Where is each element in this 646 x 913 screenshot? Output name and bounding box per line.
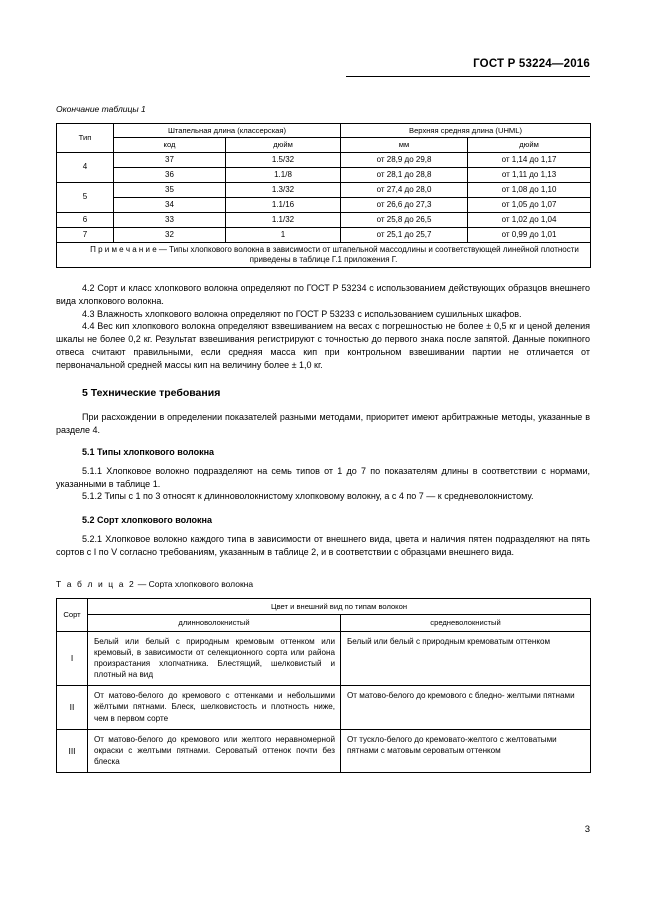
section-5-heading: 5 Технические требования xyxy=(82,387,221,400)
table1-cell-inch: 1.3/32 xyxy=(226,182,341,197)
table1-caption: Окончание таблицы 1 xyxy=(56,104,146,114)
table1-cell-mm: от 28,1 до 28,8 xyxy=(341,167,468,182)
table1-cell-inch: 1 xyxy=(226,227,341,242)
table1-header-row-2 xyxy=(57,138,591,152)
table2-cell-long: От матово-белого до кремового или желтого неравномерной окраски с желтыми пятнами. Сероватый оттенок почти без блеска xyxy=(88,729,341,772)
table1-cell-inch: 1.1/16 xyxy=(226,197,341,212)
table1-colgroup-staple: Штапельная длина (классерская) xyxy=(114,124,341,138)
table1-note xyxy=(57,242,591,267)
table2-cell-grade: I xyxy=(57,631,88,686)
table1-header-row-1 xyxy=(57,124,591,138)
table2-body xyxy=(57,631,591,773)
table1-cell-mm: от 26,6 до 27,3 xyxy=(341,197,468,212)
table1-note-text: — Типы хлопкового волокна в зависимости от штапельной массодлины и соответствующей линейной плотности приведены в таблице Г.1 приложения Г. xyxy=(156,244,579,264)
table-row xyxy=(57,167,591,182)
spacer xyxy=(56,525,590,533)
spacer xyxy=(56,399,590,411)
table2-cell-long: От матово-белого до кремового с оттенками и небольшими жёлтыми пятнами. Блеск, шелковистость и плотность ниже, чем в первом сорте xyxy=(88,686,341,729)
clause-5-2-1: 5.2.1 Хлопковое волокно каждого типа в зависимости от внешнего вида, цвета и наличия пятен подразделяют на пять сортов с I по V согласно требованиям, указанным в таблице 2, и в соответствии с образцами внешнего вида. xyxy=(56,534,590,557)
table-row xyxy=(57,197,591,212)
table2-cell-grade: III xyxy=(57,729,88,772)
table1-cell-uhml-inch: от 1,02 до 1,04 xyxy=(468,212,591,227)
clause-4-4: 4.4 Вес кип хлопкового волокна определяют взвешиванием на весах с погрешностью не более ± 0,5 кг и ценой деления шкалы не более 0,2 кг. Результат взвешивания регистрируют с точностью до первого знака после запятой. Данные покипного отвеса считают правильными, если средняя масса кип при контрольном взвешивании партии не отличается от первоначальной средней массы кип на величину более ± 1,0 кг. xyxy=(56,321,590,370)
table1-col-uhml-inch: дюйм xyxy=(468,138,591,152)
table1-cell-mm: от 28,9 до 29,8 xyxy=(341,152,468,167)
spacer xyxy=(56,437,590,447)
table2-header-row-1 xyxy=(57,598,591,614)
table1-cell-inch: 1.1/8 xyxy=(226,167,341,182)
table1-cell-uhml-inch: от 1,05 до 1,07 xyxy=(468,197,591,212)
table1-cell-type: 7 xyxy=(57,227,114,242)
table1-cell-uhml-inch: от 1,14 до 1,17 xyxy=(468,152,591,167)
table1-cell-code: 34 xyxy=(114,197,226,212)
clause-4-2: 4.2 Сорт и класс хлопкового волокна определяют по ГОСТ Р 53234 с использованием действующих образцов внешнего вида хлопкового волокна. xyxy=(56,282,590,306)
table2-caption xyxy=(56,579,590,589)
table1-cell-type: 5 xyxy=(57,182,114,212)
table2-cell-medium: От матово-белого до кремового с бледно- желтыми пятнами xyxy=(341,686,591,729)
table2-header-row-2 xyxy=(57,615,591,631)
table2-cell-long: Белый или белый с природным кремовым оттенком или кремовый, в зависимости от селекционного сорта или района произрастания хлопчатника. Блестящий, шелковистый и плотный на вид xyxy=(88,631,341,686)
table2-cell-medium: От тускло-белого до кремовато-желтого с желтоватыми пятнами с матовым сероватым оттенком xyxy=(341,729,591,772)
table1-cell-code: 33 xyxy=(114,212,226,227)
table1-cell-type: 6 xyxy=(57,212,114,227)
page-number: 3 xyxy=(584,824,590,835)
table-row xyxy=(57,686,591,729)
table-row xyxy=(57,729,591,772)
table1-cell-inch: 1.1/32 xyxy=(226,212,341,227)
table-row xyxy=(57,182,591,197)
table1-col-staple-code: код xyxy=(114,138,226,152)
table2-cell-grade: II xyxy=(57,686,88,729)
table1-cell-code: 32 xyxy=(114,227,226,242)
table2-col-medium-staple: средневолокнистый xyxy=(341,615,591,631)
section-5-intro: При расхождении в определении показателей разными методами, приоритет имеют арбитражные методы, указанные в разделе 4. xyxy=(56,412,590,436)
standard-number-header: ГОСТ Р 53224—2016 xyxy=(473,58,590,70)
table-row xyxy=(57,631,591,686)
table2-colgroup-appearance: Цвет и внешний вид по типам волокон xyxy=(88,598,591,614)
table1-body xyxy=(57,152,591,267)
table1-note-label: П р и м е ч а н и е xyxy=(90,244,157,254)
clause-5-1-2: 5.1.2 Типы с 1 по 3 относят к длинноволокнистому хлопковому волокну, а с 4 по 7 — к средневолокнистому. xyxy=(82,491,534,502)
table2-col-grade: Сорт xyxy=(57,598,88,631)
table1-col-staple-inch: дюйм xyxy=(226,138,341,152)
section-5-1-heading: 5.1 Типы хлопкового волокна xyxy=(82,446,215,457)
table1-col-type: Тип xyxy=(57,124,114,153)
spacer xyxy=(56,268,590,282)
table1-col-uhml-mm: мм xyxy=(341,138,468,152)
table-fiber-types xyxy=(56,123,591,268)
table1-cell-uhml-inch: от 1,11 до 1,13 xyxy=(468,167,591,182)
table-row xyxy=(57,212,591,227)
spacer xyxy=(56,559,590,579)
table1-cell-mm: от 25,8 до 26,5 xyxy=(341,212,468,227)
table1-cell-type: 4 xyxy=(57,152,114,182)
table2-col-long-staple: длинноволокнистый xyxy=(88,615,341,631)
table2-caption-text: — Сорта хлопкового волокна xyxy=(135,578,254,589)
table1-cell-uhml-inch: от 1,08 до 1,10 xyxy=(468,182,591,197)
spacer xyxy=(56,503,590,515)
spacer xyxy=(56,371,590,387)
table1-cell-code: 36 xyxy=(114,167,226,182)
page-content xyxy=(56,104,590,773)
table-fiber-grades xyxy=(56,598,591,774)
table2-cell-medium: Белый или белый с природным кремоватым оттенком xyxy=(341,631,591,686)
table2-caption-label: Т а б л и ц а 2 xyxy=(56,578,136,589)
table1-cell-code: 35 xyxy=(114,182,226,197)
clause-4-3: 4.3 Влажность хлопкового волокна определяют по ГОСТ Р 53233 с использованием сушильных шкафов. xyxy=(82,308,522,319)
table1-colgroup-uhml: Верхняя средняя длина (UHML) xyxy=(341,124,591,138)
table1-cell-mm: от 27,4 до 28,0 xyxy=(341,182,468,197)
table1-note-row xyxy=(57,242,591,267)
table1-cell-uhml-inch: от 0,99 до 1,01 xyxy=(468,227,591,242)
table1-cell-inch: 1.5/32 xyxy=(226,152,341,167)
header-rule xyxy=(346,76,590,77)
table-row xyxy=(57,227,591,242)
spacer xyxy=(56,457,590,465)
table-row xyxy=(57,152,591,167)
table1-cell-mm: от 25,1 до 25,7 xyxy=(341,227,468,242)
table1-cell-code: 37 xyxy=(114,152,226,167)
section-5-2-heading: 5.2 Сорт хлопкового волокна xyxy=(82,515,212,526)
clause-5-1-1: 5.1.1 Хлопковое волокно подразделяют на семь типов от 1 до 7 по показателям длины в соответствии с нормами, указанными в таблице 1. xyxy=(56,465,590,489)
